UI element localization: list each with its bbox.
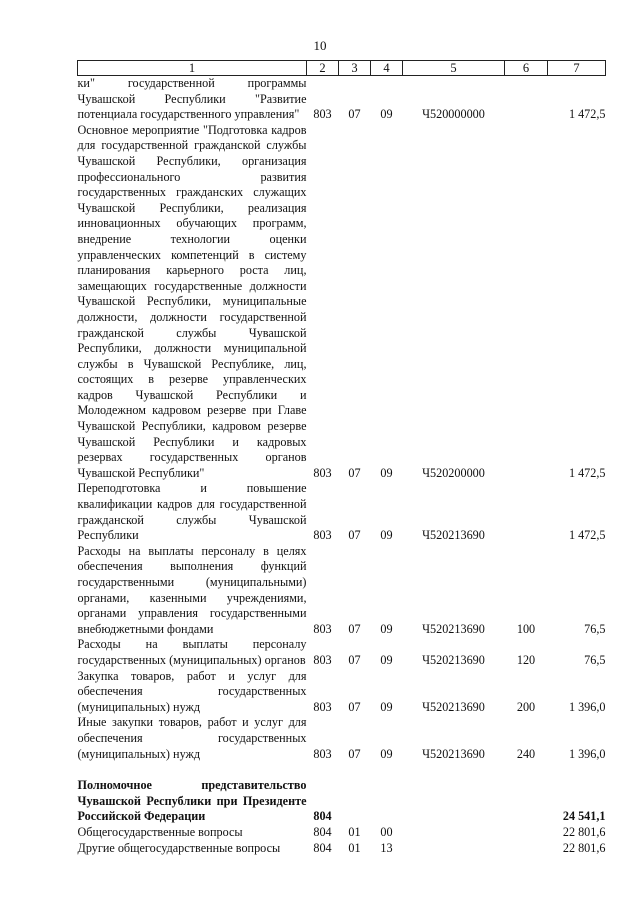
row-code-expense-type — [505, 841, 548, 857]
row-amount: 1 472,5 — [568, 528, 606, 543]
row-code-subsection: 09 — [380, 746, 393, 761]
spacer-cell — [78, 762, 606, 778]
row-code-target: Ч520213690 — [422, 621, 485, 636]
row-code-target — [403, 841, 505, 857]
row-description: Общегосударственные вопросы — [77, 824, 243, 839]
row-code-admin: 803 — [313, 699, 332, 714]
row-code-admin: 803 — [313, 528, 332, 543]
row-description: Закупка товаров, работ и услуг для обеспечения государственных (муниципальных) нужд — [77, 668, 307, 714]
row-code-target: Ч520213690 — [422, 746, 485, 761]
row-code-admin: 803 — [313, 746, 332, 761]
table-row — [78, 669, 606, 716]
row-code-subsection: 09 — [380, 107, 393, 122]
row-code-subsection: 09 — [380, 652, 393, 667]
row-description: Расходы на выплаты персоналу государственных (муниципальных) органов — [77, 637, 307, 667]
table-row — [78, 76, 606, 123]
row-amount: 22 801,6 — [562, 840, 606, 855]
budget-table — [77, 60, 606, 856]
row-code-target: Ч520213690 — [422, 652, 485, 667]
row-code-admin: 803 — [313, 621, 332, 636]
row-code-subsection: 13 — [380, 840, 393, 855]
row-code-subsection: 00 — [380, 824, 393, 839]
row-code-section: 07 — [348, 465, 361, 480]
row-amount: 76,5 — [584, 652, 606, 667]
table-row — [78, 544, 606, 638]
row-description: Переподготовка и повышение квалификации кадров для государственной гражданской службы Чувашской Республики — [77, 481, 307, 543]
row-code-target — [403, 778, 505, 825]
row-code-expense-type: 240 — [516, 746, 536, 761]
row-code-section: 07 — [348, 652, 361, 667]
page-number: 10 — [313, 38, 327, 53]
row-code-admin: 804 — [313, 824, 332, 839]
row-description: Расходы на выплаты персоналу в целях обеспечения выполнения функций государственными (муниципальными) органами, казенными учреждениями, органами управления государственными внебюджетными фондами — [77, 543, 307, 636]
row-code-subsection: 09 — [380, 465, 393, 480]
table-row — [78, 715, 606, 762]
row-code-subsection: 09 — [380, 699, 393, 714]
row-code-section: 01 — [348, 824, 361, 839]
row-code-target: Ч520213690 — [422, 528, 485, 543]
table-body — [78, 76, 606, 857]
table-row — [78, 481, 606, 543]
row-code-section: 01 — [348, 840, 361, 855]
table-row — [78, 778, 606, 825]
table-row — [78, 841, 606, 857]
row-amount: 24 541,1 — [562, 809, 606, 824]
row-code-expense-type — [505, 778, 548, 825]
row-amount: 76,5 — [584, 621, 606, 636]
column-header-1: 1 — [78, 61, 307, 76]
row-code-expense-type — [505, 825, 548, 841]
row-code-section: 07 — [348, 621, 361, 636]
row-description: Иные закупки товаров, работ и услуг для обеспечения государственных (муниципальных) нужд — [77, 715, 307, 761]
spacer-row — [78, 762, 606, 778]
row-code-expense-type — [505, 76, 548, 123]
row-code-section: 07 — [348, 107, 361, 122]
row-code-section: 07 — [348, 746, 361, 761]
row-amount: 22 801,6 — [562, 824, 606, 839]
row-amount: 1 472,5 — [568, 465, 606, 480]
table-row — [78, 825, 606, 841]
row-code-expense-type: 200 — [516, 699, 536, 714]
row-code-subsection: 09 — [380, 621, 393, 636]
row-code-target: Ч520200000 — [422, 465, 485, 480]
header-row — [78, 61, 606, 76]
column-header-5: 5 — [403, 61, 505, 76]
row-amount: 1 396,0 — [568, 699, 606, 714]
column-header-4: 4 — [371, 61, 403, 76]
row-code-expense-type — [505, 123, 548, 482]
row-code-admin: 803 — [313, 107, 332, 122]
row-code-admin: 804 — [313, 809, 332, 824]
row-description: ки" государственной программы Чувашской Республики "Развитие потенциала государственного управления" — [77, 76, 307, 122]
row-code-admin: 804 — [313, 840, 332, 855]
table-row — [78, 637, 606, 668]
row-code-section: 07 — [348, 699, 361, 714]
row-code-target: Ч520213690 — [422, 699, 485, 714]
column-header-2: 2 — [307, 61, 339, 76]
row-amount: 1 472,5 — [568, 107, 606, 122]
row-amount: 1 396,0 — [568, 746, 606, 761]
column-header-6: 6 — [505, 61, 548, 76]
table-row — [78, 123, 606, 482]
row-description: Основное мероприятие "Подготовка кадров для государственной гражданской службы Чувашской Республики, организация профессионального развития государственных гражданских служащих Чувашской Республики, реализация инновационных обучающих программ, внедрение технологии оценки управленческих компетенций в систему планирования карьерного роста лиц, замещающих государственные должности Чувашской Республики, муниципальные должности, должности государственной гражданской службы Чувашской Республики, должности муниципальной службы в Чувашской Республике, лиц, состоящих в резерве управленческих кадров Чувашской Республики и Молодежном кадровом резерве при Главе Чувашской Республики, кадровом резерве Чувашской Республики и кадровых резервах государственных органов Чувашской Республики" — [77, 122, 307, 480]
row-code-expense-type: 100 — [516, 621, 536, 636]
column-header-7: 7 — [548, 61, 606, 76]
row-code-subsection — [371, 778, 403, 825]
row-code-expense-type: 120 — [516, 652, 536, 667]
row-code-section: 07 — [348, 528, 361, 543]
row-description: Полномочное представительство Чувашской Республики при Президенте Российской Федерации — [77, 778, 307, 824]
row-description: Другие общегосударственные вопросы — [77, 840, 281, 855]
row-code-target — [403, 825, 505, 841]
column-header-3: 3 — [339, 61, 371, 76]
row-code-section — [339, 778, 371, 825]
row-code-subsection: 09 — [380, 528, 393, 543]
row-code-admin: 803 — [313, 465, 332, 480]
row-code-expense-type — [505, 481, 548, 543]
row-code-target: Ч520000000 — [422, 107, 485, 122]
row-code-admin: 803 — [313, 652, 332, 667]
